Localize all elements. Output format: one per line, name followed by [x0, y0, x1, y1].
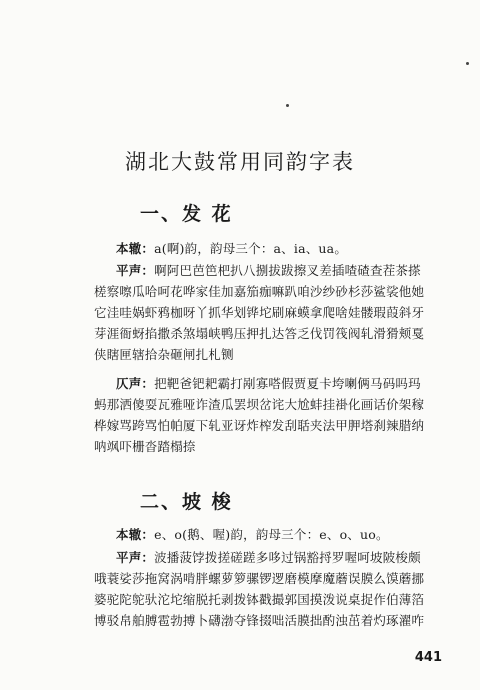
base-rhyme-line — [116, 524, 472, 545]
ping-line: 哦蓑娑莎拖窝涡啃胖螺萝箩骡锣逻磨模摩魔蘑误膜么馍蘑挪 — [94, 571, 425, 586]
ze-chars: 把靶爸钯耙霸打剐寡嗒假贾夏卡垮喇俩马码吗玛 — [154, 376, 421, 391]
ping-label: 平声： — [116, 550, 155, 565]
section-heading-fahua — [140, 199, 233, 226]
ping-line: 槎察嚓瓜哈呵花哗家佳加嘉笳痂嘛趴咱沙纱砂杉莎鲨裟他她 — [94, 284, 425, 299]
ping-chars: 啊阿巴芭笆杷扒八捌拔跋擦叉差插喳碴查茬茶搽 — [154, 263, 421, 278]
ze-line — [116, 373, 472, 394]
section-number: 二、 — [140, 491, 183, 513]
page-title: 湖北大鼓常用同韵字表 — [125, 150, 355, 174]
ping-line: 婆驼陀鸵驮沱坨缩脱托剥拨钵戳撮郭国摸泼说桌捉作伯薄箔 — [94, 592, 425, 607]
ping-chars: 波播菠饽拨搓磋蹉多哆过锅豁捋罗喔呵坡陂梭颇 — [154, 550, 421, 565]
ze-line: 蚂那洒傻耍瓦雅哑诈渣瓜罢坝岔诧大尬蚌挂褂化画话价架稼 — [94, 397, 425, 412]
base-text: e、o(鹅、喔)韵，韵母三个：e、o、uo。 — [154, 527, 389, 542]
ze-label: 仄声： — [116, 376, 155, 391]
section-heading-posuo — [140, 487, 233, 514]
speck-mark — [286, 104, 289, 107]
base-text: a(啊)韵，韵母三个：a、ia、ua。 — [154, 241, 348, 256]
ping-line: 芽涯衙蚜掐撒杀煞塌峡鸭压押扎达答乏伐罚筏阀轧滑猾颊戛 — [94, 326, 425, 341]
ze-line: 呐飒吓栅沓踏榻捺 — [94, 439, 196, 454]
ping-label: 平声： — [116, 263, 155, 278]
page-number: 441 — [414, 650, 442, 665]
ping-line: 它洼哇娲虾鸦枷呀丫抓华划铧坨刷麻蟆拿爬啥娃髅瑕葭斜牙 — [94, 305, 425, 320]
section-number: 一、 — [140, 203, 183, 225]
ze-line: 桦嫁骂跨骂怕帕厦下轧亚讶炸榨发刮聒夹法甲胛塔刹辣腊纳 — [94, 418, 425, 433]
ping-line — [116, 547, 472, 568]
base-rhyme-line — [116, 238, 472, 259]
ping-line: 博驳帛舶膊雹勃搏卜礴渤夺锋掇咄活膜拙酌浊茁着灼琢濯咋 — [94, 613, 425, 628]
base-label: 本辙： — [116, 527, 155, 542]
section-title: 发 花 — [182, 203, 233, 225]
ping-line: 侠瞎匣辖拾杂砸闸扎札铡 — [94, 347, 234, 362]
section-title: 坡 梭 — [182, 491, 233, 513]
speck-mark — [466, 62, 469, 65]
base-label: 本辙： — [116, 241, 155, 256]
ping-line — [116, 260, 472, 281]
